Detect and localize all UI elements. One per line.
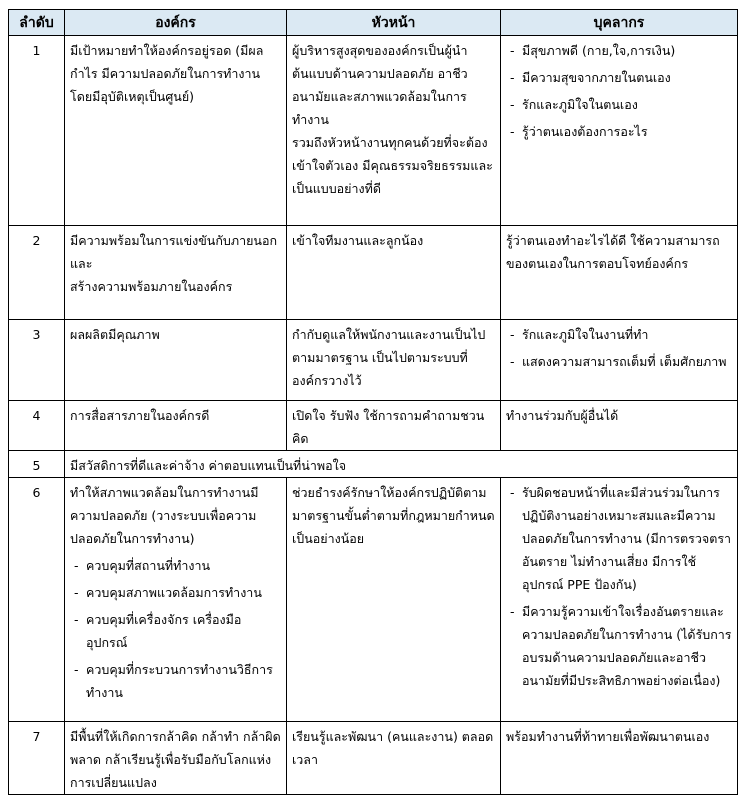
personnel-cell (501, 401, 738, 451)
responsibility-table (8, 9, 738, 795)
table-row (9, 722, 738, 795)
personnel-cell (501, 226, 738, 320)
supervisor-text: ผู้บริหารสูงสุดขององค์กรเป็นผู้นำต้นแบบด้านความปลอดภัย อาชีวอนามัยและสภาพแวดล้อมในการทำงาน (292, 43, 468, 127)
org-cell (65, 36, 287, 226)
supervisor-text: เปิดใจ รับฟัง ใช้การถามคำถามชวนคิด (292, 408, 485, 446)
supervisor-text: รวมถึงหัวหน้างานทุกคนด้วยที่จะต้องเข้าใจตัวเอง มีคุณธรรมจริยธรรมและเป็นแบบอย่างที่ดี (292, 135, 493, 196)
org-text: ทำให้สภาพแวดล้อมในการทำงานมีความปลอดภัย (วางระบบเพื่อความปลอดภัยในการทำงาน) (70, 485, 259, 546)
org-cell (65, 401, 287, 451)
org-cell (65, 722, 287, 795)
supervisor-cell (287, 320, 501, 401)
supervisor-cell (287, 722, 501, 795)
org-cell (65, 478, 287, 722)
supervisor-cell (287, 478, 501, 722)
personnel-list-item: - มีความสุขจากภายในตนเอง (506, 66, 732, 89)
row-number: 4 (9, 401, 65, 451)
table-row (9, 320, 738, 401)
org-cell (65, 226, 287, 320)
personnel-list-item: - รับผิดชอบหน้าที่และมีส่วนร่วมในการปฏิบัติงานอย่างเหมาะสมและมีความปลอดภัยในการทำงาน (มีการตรวจตราอันตราย ไม่ทำงานเสี่ยง มีการใช้อุปกรณ์ PPE ป้องกัน) (506, 481, 732, 596)
org-text: มีพื้นที่ให้เกิดการกล้าคิด กล้าทำ กล้าผิดพลาด กล้าเรียนรู้เพื่อรับมือกับโลกแห่งการเปลี่ยนแปลง (70, 729, 281, 790)
org-list-item: - ควบคุมที่สถานที่ทำงาน (70, 554, 281, 577)
supervisor-cell (287, 36, 501, 226)
org-text: ผลผลิตมีคุณภาพ (70, 327, 160, 342)
supervisor-cell (287, 226, 501, 320)
table-row (9, 401, 738, 451)
org-text: มีความพร้อมในการแข่งขันกับภายนอกและ (70, 233, 278, 271)
row-number: 3 (9, 320, 65, 401)
supervisor-text: เรียนรู้และพัฒนา (คนและงาน) ตลอดเวลา (292, 729, 494, 767)
supervisor-text: กำกับดูแลให้พนักงานและงานเป็นไปตามมาตรฐาน เป็นไปตามระบบที่องค์กรวางไว้ (292, 327, 486, 388)
row-number: 2 (9, 226, 65, 320)
personnel-cell (501, 36, 738, 226)
org-list-item: - ควบคุมที่เครื่องจักร เครื่องมืออุปกรณ์ (70, 608, 281, 654)
personnel-list-item: - รักและภูมิใจในงานที่ทำ (506, 323, 732, 346)
personnel-cell (501, 478, 738, 722)
org-text: มีเป้าหมายทำให้องค์กรอยู่รอด (มีผลกำไร มีความปลอดภัยในการทำงานโดยมีอุบัติเหตุเป็นศูนย์) (70, 43, 264, 104)
org-cell (65, 320, 287, 401)
personnel-list-item: - รักและภูมิใจในตนเอง (506, 93, 732, 116)
org-list-item: - ควบคุมสภาพแวดล้อมการทำงาน (70, 581, 281, 604)
personnel-text: รู้ว่าตนเองทำอะไรได้ดี ใช้ความสามารถของตนเองในการตอบโจทย์องค์กร (506, 233, 720, 271)
row-number: 6 (9, 478, 65, 722)
supervisor-text: เข้าใจทีมงานและลูกน้อง (292, 233, 424, 248)
table-row (9, 478, 738, 722)
full-width-cell: มีสวัสดิการที่ดีและค่าจ้าง ค่าตอบแทนเป็นที่น่าพอใจ (65, 451, 738, 478)
personnel-text: ทำงานร่วมกับผู้อื่นได้ (506, 408, 619, 423)
header-row (9, 10, 738, 36)
header-personnel: บุคลากร (501, 10, 738, 36)
personnel-list-item: - มีสุขภาพดี (กาย,ใจ,การเงิน) (506, 39, 732, 62)
supervisor-cell (287, 401, 501, 451)
personnel-list-item: - รู้ว่าตนเองต้องการอะไร (506, 120, 732, 143)
row-number: 7 (9, 722, 65, 795)
org-list-item: - ควบคุมที่กระบวนการทำงานวิธีการทำงาน (70, 658, 281, 704)
header-no: ลำดับ (9, 10, 65, 36)
table-row (9, 226, 738, 320)
table-row (9, 451, 738, 478)
header-org: องค์กร (65, 10, 287, 36)
personnel-list-item: - มีความรู้ความเข้าใจเรื่องอันตรายและความปลอดภัยในการทำงาน (ได้รับการอบรมด้านความปลอดภัยและอาชีวอนามัยที่มีประสิทธิภาพอย่างต่อเนื่อง) (506, 600, 732, 692)
row-number: 1 (9, 36, 65, 226)
personnel-text: พร้อมทำงานที่ท้าทายเพื่อพัฒนาตนเอง (506, 729, 710, 744)
org-text: สร้างความพร้อมภายในองค์กร (70, 279, 233, 294)
supervisor-text: ช่วยธำรงค์รักษาให้องค์กรปฏิบัติตามมาตรฐานขั้นต่ำตามที่กฎหมายกำหนดเป็นอย่างน้อย (292, 485, 495, 546)
row-number: 5 (9, 451, 65, 478)
org-text: การสื่อสารภายในองค์กรดี (70, 408, 210, 423)
personnel-cell (501, 722, 738, 795)
table-row (9, 36, 738, 226)
personnel-cell (501, 320, 738, 401)
header-supervisor: หัวหน้า (287, 10, 501, 36)
personnel-list-item: - แสดงความสามารถเต็มที่ เต็มศักยภาพ (506, 350, 732, 373)
